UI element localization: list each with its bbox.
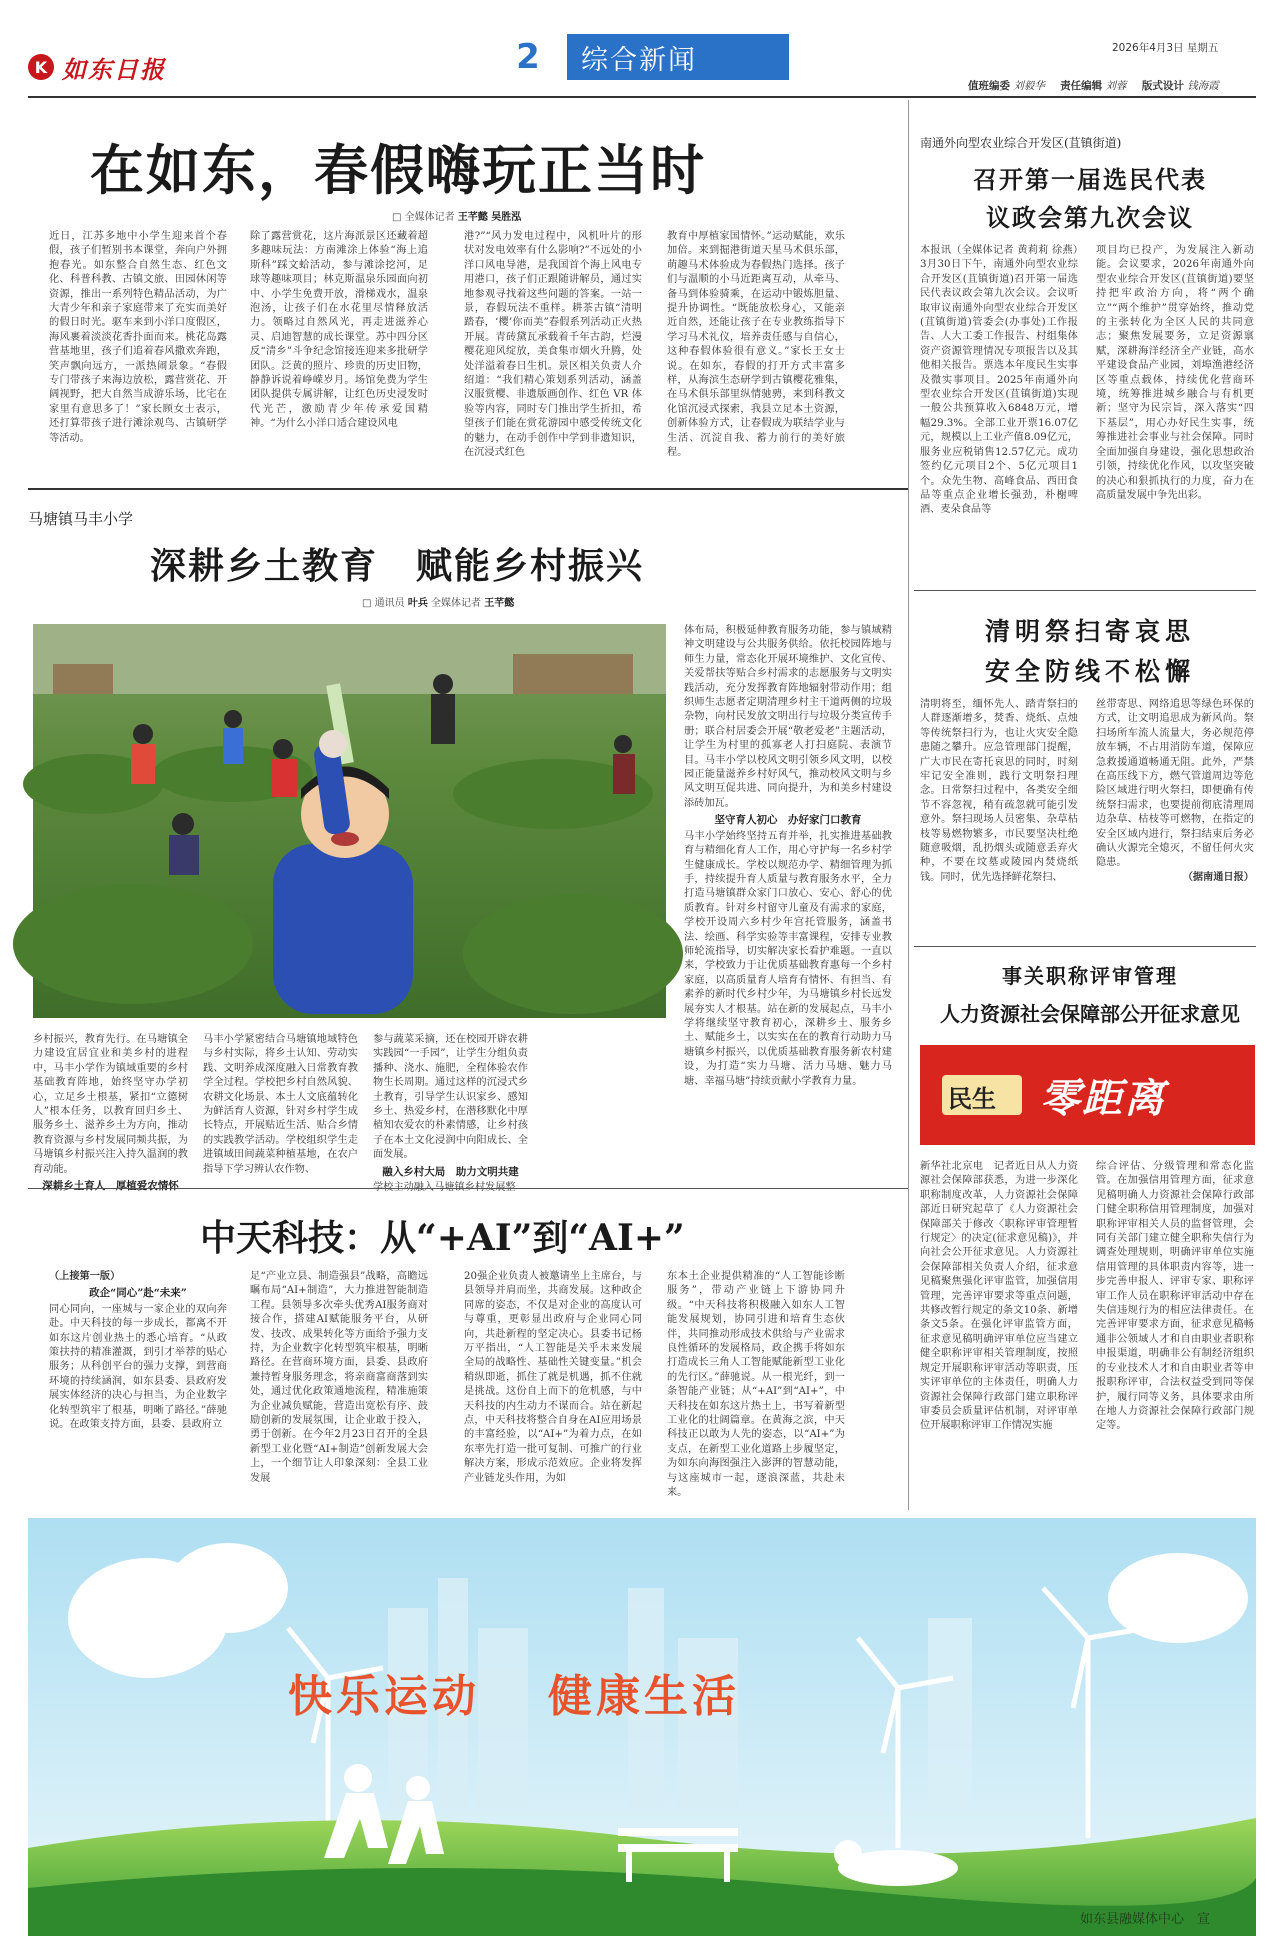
byline-spring-break: □ 全媒体记者 王芊懿 吴胜泓 [392,212,522,223]
masthead-rule [28,96,1256,98]
article-zhongtian-colD: 东本土企业提供精准的“人工智能诊断服务”，带动产业链上下游协同升级。“中天科技将积极融入如东人工智能发展规划，协同引进和培育生态伙伴，共同推动形成技术供给与产业需求良性循环的发展格局，政企携手将如东打造成长三角人工智能赋能新型工业化的先行区。”薛驰说。从一根光纤，到一条智能产业链；从“+AI”到“AI+”，中天科技在如东这片热土上，书写着新型工业化的壮阔篇章。在黄海之滨，中天科技正以敢为人先的姿态，以“AI+”为支点，在新型工业化道路上步履坚定，为如东向海图强注入澎湃的智慧动能，与这座城市一起，逐浪深蓝，共赴未来。 [667,1271,845,1499]
public-service-banner [28,1518,1256,1936]
editors-line [968,78,1219,93]
byline-mafeng: □ 通讯员 叶兵 全媒体记者 王芊懿 [362,598,515,609]
article-spring-break-col3: 港?”“风力发电过程中，风机叶片的形状对发电效率有什么影响?”不远处的小洋口风电导港，是我国首个海上风电专用港口，孩子们正跟随讲解员，通过实地参观寻找着这些问题的答案。一站一景，春假玩法不重样。耕茶古镇“清明踏春，‘樱’你而美”春假系列活动正火热开展。青砖黛瓦承载着千年古韵，烂漫樱花迎风绽放，美食集市烟火升腾，处处洋溢着春日生机。景区相关负责人介绍道：“我们精心策划系列活动，涵盖汉服赏樱、非遗版画创作、红色 VR 体验等内容，同时专门推出学生折扣，希望孩子们能在赏花游园中感受传统文化的魅力，在动手创作中学到非遗知识，在沉浸式红色 [464,231,642,459]
article-zhongtian-colA: （上接第一版） 政企“同心”赴“未来” 同心同向，一座城与一家企业的双向奔赴。中天科技的每一步成长，都离不开如东这片创业热土的悉心培育。“从政策扶持的精准灌溉，到引才举荐的贴心服务；从科创平台的强力支撑，到营商环境的持续涵润，如东县委、县政府发展实体经济的决心与担当，为企业数字化转型筑牢了根基，明晰了路径。”薛驰说。在政策支持方面，县委、县政府立 [49,1271,227,1431]
article-zhicheng-col1: 新华社北京电 记者近日从人力资源社会保障部获悉，为进一步深化职称制度改革，人力资源社会保障部近日研究起草了《人力资源社会保障部关于修改〈职称评审管理暂行规定〉的决定(征求意见稿)》，并向社会公开征求意见。人力资源社会保障部相关负责人介绍，征求意见稿聚焦强化评审监管，加强信用管理，完善评审要求等重点问题，共修改暂行规定的条文10条、新增条文5条。在强化评审监管方面，征求意见稿明确评审单位应当建立健全职称评审相关管理制度，按照规定开展职称评审活动等职责，压实评审单位的主体责任，明确人力资源社会保障行政部门建立职称评审委员会质量评估机制，对评审单位开展职称评审工作情况实施 [920,1161,1078,1432]
headline-zhicheng-line2: 人力资源社会保障部公开征求意见 [940,1002,1240,1026]
editor-name: 钱海霞 [1187,80,1219,92]
editor-role: 责任编辑 [1060,80,1103,92]
section-divider [28,488,908,490]
article-spring-break-col4: 教育中厚植家国情怀。”运动赋能，欢乐加倍。来到掘港街道天星马术俱乐部，萌趣马术体验成为春假热门选择。孩子们与温顺的小马近距离互动，从牵马、备马到体验骑乘，在运动中锻炼胆量、提升协调性。“既能放松身心，又能亲近自然，还能让孩子在专业教练指导下学习马术礼仪，培养责任感与自信心，这种春假体验很有意义。”家长王女士说。在如东，春假的打开方式丰富多样，从海滨生态研学到古镇樱花雅集，在马术俱乐部里纵情驰骋，来到科教文化馆沉浸式探索，我县立足本土资源，创新体验方式，让春假成为联结学业与生活、沉淀自我、蓄力前行的美好旅程。 [667,231,845,459]
article-mafeng-colD: 体布局，积极延伸教育服务功能，参与镇域精神文明建设与公共服务供给。依托校园阵地与师生力量，常态化开展环境维护、文化宣传、关爱帮扶等贴合乡村需求的志愿服务与文明实践活动，充分发挥教育阵地辐射带动作用；组织师生志愿者定期清理乡村主干道两侧的垃圾杂物，向村民发放文明出行与垃圾分类宣传手册；联合村居委会开展“敬老爱老”主题活动，让学生为村里的孤寡老人打扫庭院、表演节目。马丰小学以校风文明引领乡风文明，以校园正能量滋养乡村好风气，推动校风文明与乡风文明互促共进、同向提升，为和美乡村建设添砖加瓦。 坚守育人初心 办好家门口教育 马丰小学始终坚持五育并举，扎实推进基础教育与精细化育人工作，用心守护每一名乡村学生健康成长。学校以规范办学、精细管理为抓手，持续提升育人质量与教育服务水平，全力打造马塘镇群众家门口放心、安心、舒心的优质教育。针对乡村留守儿童及有需求的家庭，学校开设周六乡村少年宫托管服务，涵盖书法、绘画、科学实验等丰富课程，安排专业教师轮流指导，切实解决家长看护难题。一直以来，学校致力于让优质基础教育惠每一个乡村家庭，以高质量育人培育有情怀、有担当、有素养的新时代乡村少年，为马塘镇乡村长远发展夯实人才根基。站在新的发展起点，马丰小学将继续坚守教育初心，深耕乡土、服务乡土、赋能乡土，以实实在在的教育行动助力马塘镇乡村振兴，以优质基础教育服务新农村建设，为打造“实力马塘、活力马塘、魅力马塘、幸福马塘”持续贡献小学教育力量。 [684,625,892,1087]
headline-spring-break: 在如东，春假嗨玩正当时 [90,138,706,202]
subheading-mafeng-3: 坚守育人初心 办好家门口教育 [714,814,862,827]
column-badge-minsheng [920,1045,1255,1145]
article-jusheng-col2: 项目均已投产，为发展注入新动能。会议要求，2026年南通外向型农业综合开发区(苴镇街道)要坚持把牢政治方向，将“两个确立”“两个维护”贯穿始终，推动党的主张转化为全区人民的共同意志；聚焦发展要务，立足资源禀赋，深耕海洋经济全产业链，高水平建设食品产业园，刘埠渔港经济区等重点载体，持续优化营商环境，统筹推进城乡融合与有机更新；坚守为民宗旨，深入落实“四下基层”，用心办好民生实事，统筹推进社会事业与社会保障。同时全面加强自身建设，强化思想政治引领，持续优化作风，以攻坚突破的决心和狠抓执行的力度，奋力在高质量发展中争先出彩。 [1096,245,1254,501]
kicker-jusheng: 南通外向型农业综合开发区(苴镇街道) [920,136,1122,150]
page-number: 2 [489,34,567,80]
headline-jusheng-line1: 召开第一届选民代表 [973,165,1207,194]
newspaper-logo-icon: K [28,54,54,80]
photo-boy-in-vegetable-field [33,624,666,1018]
banner-illustration [28,1518,1256,1936]
headline-qingming-line1: 清明祭扫寄哀思 [984,617,1195,646]
photo-illustration [33,624,666,1018]
masthead [0,0,1280,100]
article-spring-break-col2: 除了露营赏花，这片海派景区还藏着超多趣味玩法：方南滩涂上体验“海上追斯科”踩文蛤活动，参与滩涂挖河，足球等趣味项目；林克斯温泉乐园面向初中、小学生免费开放，滑梯戏水，温泉泡汤，让孩子们在水花里尽情释放活力。领略过自然风光，再走进滋养心灵、启迪智慧的成长课堂。苏中四分区反“清乡”斗争纪念馆接连迎来多批研学团队。泛黄的照片、珍贵的历史旧物，静静诉说着峥嵘岁月。场馆免费为学生团队提供专属讲解，让红色历史浸发时代光芒，激励青少年传承爱国精神。“为什么小洋口适合建设风电 [250,231,428,430]
section-divider [914,946,1256,947]
editor-name: 刘毅华 [1013,80,1045,92]
headline-zhicheng-line1: 事关职称评审管理 [1002,964,1178,988]
editor-role: 版式设计 [1141,80,1184,92]
headline-zhongtian: 中天科技：从“+AI”到“AI+” [200,1217,685,1259]
section-name: 综合新闻 [581,44,697,76]
article-mafeng-colB: 马丰小学紧密结合马塘镇地域特色与乡村实际，将乡土认知、劳动实践、文明养成深度融入日常教育教学全过程。学校把乡村自然风貌、农耕文化场景、本土人文底蕴转化为鲜活育人资源，针对乡村学生成长特点，开展贴近生活、贴合乡情的实践教学活动。学校组织学生走进镇域田间蔬菜种植基地，在农户指导下学习辨认农作物、 [203,1034,358,1175]
editor-role: 值班编委 [968,80,1010,92]
article-zhongtian-colB: 足“产业立县、制造强县”战略，高瞻远瞩布局“AI+制造”，大力推进智能制造工程。县领导多次牵头优秀AI服务商对接合作，搭建AI赋能服务平台，从研发、技改、成果转化等方面给予强力支持，为企业数字化转型筑牢根基，明晰路径。在营商环境方面，县委、县政府兼持暂身服务理念，将亲商富商落到实处，通过优化政策通地流程，精准施策为企业减负赋能，营造出宽松有序、鼓励创新的发展氛围，让企业敢于投入，勇于创新。在今年2月23日召开的全县新型工业化暨“AI+制造”创新发展大会上，一个细节让人印象深刻：全县工业发展 [250,1271,428,1484]
banner-credit: 如东县融媒体中心 宣 [1080,1912,1211,1927]
banner-slogan-right: 健康生活 [548,1671,740,1722]
badge-left-text: 民生 [948,1084,996,1113]
subheading-mafeng-1: 深耕乡土育人 厚植爱农情怀 [42,1180,179,1193]
column-divider [908,100,909,1510]
headline-qingming-line2: 安全防线不松懈 [984,657,1195,686]
continued-note: （上接第一版） [49,1271,121,1282]
issue-date: 2026年4月3日 星期五 [1112,42,1219,54]
source-note: （据南通日报） [1182,871,1254,883]
page-section-tab [489,34,789,80]
editor-name: 刘蓉 [1105,80,1127,92]
article-mafeng-colC: 参与蔬菜采摘，还在校园开辟农耕实践园“一手园”，让学生分组负责播种、浇水、施肥，全程体验农作物生长周期。通过这样的沉浸式乡土教育，引导学生认识家乡、感知乡土、热爱乡村，在潜移默化中厚植知农爱农的朴素情感，让乡村孩子在本土文化浸润中向阳成长、全面发展。 融入乡村大局 助力文明共建 学校主动融入马塘镇乡村发展整 [373,1034,528,1194]
subheading-mafeng-2: 融入乡村大局 助力文明共建 [382,1165,519,1178]
article-zhongtian-colC: 20强企业负责人被邀请坐上主席台，与县领导并肩而坐，共商发展。这种政企同席的姿态，不仅是对企业的高度认可与尊重，更彰显出政府与企业同心同向，共赴新程的坚定决心。县委书记杨万平指出，“人工智能是关乎未来发展全局的战略性、基础性关键变量。”机会稍纵即逝，抓住了就是机遇，抓不住就是挑战。这份自上而下的危机感，与中天科技的内生动力不谋而合。站在新起点，中天科技将整合自身在AI应用场景的丰富经验，以“AI+”为着力点，在如东率先打造一批可复制、可推广的行业解决方案，形成示范效应。企业将发挥产业链龙头作用，为如 [464,1271,642,1484]
banner-slogan-left: 快乐运动 [288,1671,480,1722]
section-divider [28,1188,908,1189]
headline-jusheng-line2: 议政会第九次会议 [986,203,1194,232]
badge-right-text: 零距离 [1040,1075,1166,1122]
newspaper-name: 如东日报 [62,55,166,84]
article-jusheng-col1: 本报讯（全媒体记者 黄莉莉 徐燕）3月30日下午，南通外向型农业综合开发区(苴镇街道)召开第一届选民代表议政会第九次会议。会议听取审议南通外向型农业综合开发区(苴镇街道)管委会(办事处)工作报告、人大工委工作报告、村组集体资产资源管理情况专项报告以及其他相关报告。票选本年度民生实事及微实事项目。2025年南通外向型农业综合开发区(苴镇街道)实现一般公共预算收入6848万元，增幅29.3%。全部工业开票16.07亿元，规模以上工业产值8.09亿元，服务业应税销售12.57亿元。成功签约亿元项目2个、5亿元项目1个。众先生物、高峰食品、西田食品等重点企业增长强劲，朴榭啤酒、麦朵食品等 [920,245,1078,516]
article-qingming-col2: 丝带寄思、网络追思等绿色环保的方式，让文明追思成为新风尚。祭扫场所车流人流量大，务必规范停放车辆，不占用消防车道，保障应急救援通道畅通无阻。此外，严禁在高压线下方，燃气管道周边等危险区域进行明火祭扫，即便确有传统祭扫需求，也要提前彻底清理周边杂草、枯枝等可燃物，在指定的安全区域内进行，祭扫结束后务必确认火源完全熄灭，不留任何火灾隐患。 （据南通日报） [1096,698,1254,928]
kicker-mafeng: 马塘镇马丰小学 [28,510,134,528]
subheading-zhongtian: 政企“同心”赴“未来” [89,1287,187,1300]
article-zhicheng-col2: 综合评估、分级管理和常态化监管。在加强信用管理方面，征求意见稿明确人力资源社会保障行政部门健全职称信用管理制度，加强对职称评审相关人员的监督管理，会同有关部门建立健全职称失信行为调查处理规则，明确评审单位实施信用管理的具体职责内容等，进一步完善申报人、评审专家、职称评审工作人员在职称评审活动中存在失信违规行为的相应法律责任。在完善评审要求方面，征求意见稿畅通非公领域人才和自由职业者职称申报渠道，明确非公有制经济组织的专业技术人才和自由职业者等申报职称评审，合法权益受到同等保护，履行同等义务，具体要求由所在地人力资源社会保障行政部门规定等。 [1096,1161,1254,1432]
article-qingming-col1: 清明将至，缅怀先人、踏青祭扫的人群逐渐增多，焚香、烧纸、点烛等传统祭扫行为，也让火灾安全隐患随之攀升。应急管理部门提醒，广大市民在寄托哀思的同时，时刻牢记安全准则，践行文明祭扫理念。日常祭扫过程中，各类安全细节不容忽视，稍有疏忽就可能引发意外。祭扫现场人员密集、杂草枯枝等易燃物繁多，市民要坚决杜绝随意吸烟，乱扔烟头或随意丢弃火种，不要在坟墓或陵园内焚烧纸钱。同时，优先选择鲜花祭扫、 [920,699,1078,883]
article-mafeng-colA: 乡村振兴，教育先行。在马塘镇全力建设宜居宜业和美乡村的进程中，马丰小学作为镇域重要的乡村基础教育阵地，始终坚守办学初心，立足乡土根基，紧扣“立德树人”根本任务，以教育回归乡土、服务乡土、滋养乡土为方向，推动教育资源与乡村发展同频共振，为马塘镇乡村振兴注入持久温润的教育动能。 深耕乡土育人 厚植爱农情怀 [33,1034,188,1193]
article-spring-break-col1: 近日，江苏多地中小学生迎来首个春假，孩子们暂别书本课堂，奔向户外拥抱春光。如东整合自然生态、红色文化、科普科教、古镇文旅、田园休闲等资源，推出一系列特色精品活动，为广大青少年和亲子家庭带来了充实而美好的假日时光。驱车来到小洋口度假区，海风裹着淡淡花香扑面而来。桃花岛露营基地里，孩子们追着春风撒欢奔跑，笑声飘向远方，一派热闹景象。“春假专门带孩子来海边放松，露营赏花、开阔视野，把大自然当成游乐场，比宅在家里有意思多了！”家长顾女士表示，还打算带孩子进行滩涂观鸟、古镇研学等活动。 [49,231,227,444]
headline-mafeng: 深耕乡土教育 赋能乡村振兴 [150,545,645,587]
section-divider [914,590,1256,591]
